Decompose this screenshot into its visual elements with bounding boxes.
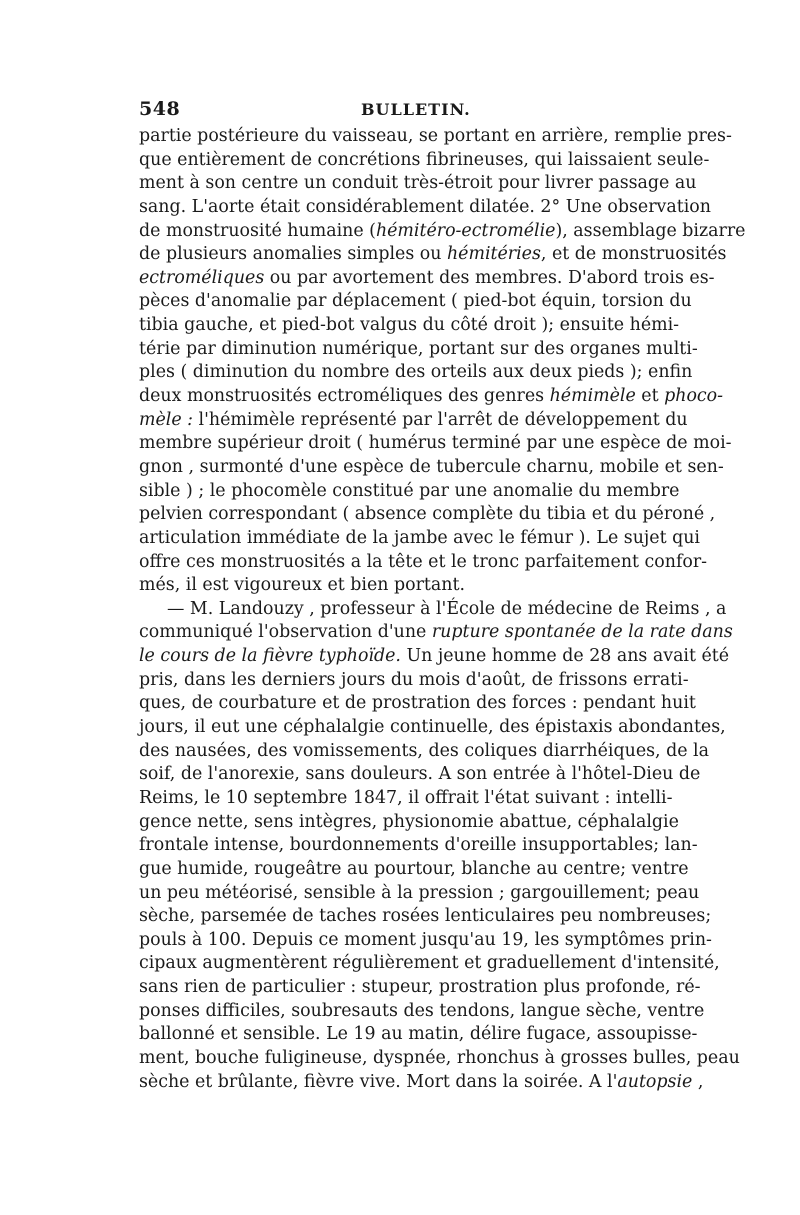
italic-run: hémimèle [549, 386, 636, 407]
text-run: ponses difficiles, soubresauts des tendons, langue sèche, ventre [139, 1000, 705, 1021]
text-line [139, 527, 700, 551]
text-line [139, 598, 727, 622]
text-run: et [635, 386, 665, 407]
text-line [139, 952, 720, 976]
text-run: membre supérieur droit ( humérus terminé par une espèce de moi- [139, 433, 732, 454]
text-line [139, 1071, 704, 1095]
italic-run: hémitéries [446, 244, 541, 265]
text-line [139, 385, 724, 409]
text-run: ques, de courbature et de prostration des forces : pendant huit [139, 693, 696, 714]
text-run: , [692, 1071, 704, 1092]
text-run: ou par avortement des membres. D'abord trois es- [264, 267, 715, 288]
text-line [139, 267, 715, 291]
text-run: l'hémimèle représenté par l'arrêt de développement du [193, 409, 688, 430]
page-header [139, 98, 670, 122]
italic-run: ectroméliques [139, 267, 265, 288]
italic-run: phoco- [664, 386, 724, 407]
text-run: pouls à 100. Depuis ce moment jusqu'au 19, les symptômes prin- [139, 929, 712, 950]
text-run: partie postérieure du vaisseau, se portant en arrière, remplie pres- [139, 126, 732, 146]
text-run: deux monstruosités ectroméliques des genres [139, 386, 550, 407]
text-line [139, 149, 710, 173]
text-run: offre ces monstruosités a la tête et le tronc parfaitement confor- [139, 551, 708, 572]
text-line [139, 740, 709, 764]
italic-run: mèle : [139, 409, 194, 430]
text-line [139, 692, 696, 716]
italic-run: autopsie [617, 1071, 693, 1092]
text-run: ), assemblage bizarre [555, 220, 746, 241]
text-run: articulation immédiate de la jambe avec le fémur ). Le sujet qui [139, 527, 700, 548]
text-run: ples ( diminution du nombre des orteils aux deux pieds ); enfin [139, 362, 693, 383]
text-line [139, 716, 726, 740]
text-run: un peu météorisé, sensible à la pression ; gargouillement; peau [139, 882, 700, 903]
text-run: que entièrement de concrétions fibrineuses, qui laissaient seule- [139, 149, 710, 170]
text-line [139, 503, 716, 527]
text-run: sible ) ; le phocomèle constitué par une anomalie du membre [139, 480, 680, 501]
text-run: pelvien correspondant ( absence complète du tibia et du péroné , [139, 504, 716, 525]
text-run: frontale intense, bourdonnements d'oreille insupportables; lan- [139, 835, 698, 856]
text-line [139, 314, 680, 338]
text-line [139, 361, 693, 385]
text-run: sans rien de particulier : stupeur, prostration plus profonde, ré- [139, 977, 701, 998]
text-run: Reims, le 10 septembre 1847, il offrait l'état suivant : intelli- [139, 787, 673, 808]
text-line [139, 905, 712, 929]
text-line [139, 574, 670, 598]
text-line [139, 858, 689, 882]
text-run: térie par diminution numérique, portant sur des organes multi- [139, 338, 698, 359]
text-run: més, il est vigoureux et bien portant. [139, 575, 465, 596]
text-line [139, 125, 732, 149]
text-run: de monstruosité humaine ( [139, 220, 376, 241]
text-line [139, 1000, 705, 1024]
text-line [139, 338, 698, 362]
text-line [139, 834, 698, 858]
text-run: sang. L'aorte était considérablement dilatée. 2° Une observation [139, 196, 711, 217]
text-line [139, 196, 711, 220]
text-run: tibia gauche, et pied-bot valgus du côté droit ); ensuite hémi- [139, 315, 680, 336]
text-run: — M. Landouzy , professeur à l'École de médecine de Reims , a [167, 598, 727, 619]
text-run: ballonné et sensible. Le 19 au matin, délire fugace, assoupisse- [139, 1024, 698, 1045]
text-run: jours, il eut une céphalalgie continuelle, des épistaxis abondantes, [139, 717, 726, 738]
italic-run: le cours de la fièvre typhoïde. [139, 646, 401, 667]
text-run: ment, bouche fuligineuse, dyspnée, rhonchus à grosses bulles, peau [139, 1047, 740, 1068]
text-run: pèces d'anomalie par déplacement ( pied-bot équin, torsion du [139, 291, 692, 312]
text-run: soif, de l'anorexie, sans douleurs. A son entrée à l'hôtel-Dieu de [139, 764, 701, 785]
text-line [139, 763, 701, 787]
text-run: cipaux augmentèrent régulièrement et graduellement d'intensité, [139, 953, 720, 974]
text-line [139, 1023, 698, 1047]
text-line [139, 456, 724, 480]
text-run: ment à son centre un conduit très-étroit pour livrer passage au [139, 173, 697, 194]
text-line [139, 669, 689, 693]
page-number: 548 [139, 98, 181, 120]
text-run: , et de monstruosités [540, 244, 727, 265]
text-run: sèche, parsemée de taches rosées lenticulaires peu nombreuses; [139, 906, 712, 927]
text-run: gnon , surmonté d'une espèce de tubercule charnu, mobile et sen- [139, 456, 724, 477]
text-line [139, 882, 700, 906]
text-line [139, 621, 733, 645]
text-line [139, 811, 679, 835]
text-run: sèche et brûlante, fièvre vive. Mort dans la soirée. A l' [139, 1071, 618, 1092]
text-line [139, 1047, 740, 1071]
text-line [139, 220, 746, 244]
italic-run: hémitéro-ectromélie [375, 220, 556, 241]
italic-run: rupture spontanée de la rate dans [431, 622, 733, 643]
text-line [139, 409, 688, 433]
text-line [139, 480, 680, 504]
text-run: pris, dans les derniers jours du mois d'août, de frissons errati- [139, 669, 689, 690]
text-line [139, 787, 673, 811]
text-line [139, 551, 708, 575]
text-run: communiqué l'observation d'une [139, 622, 432, 643]
text-line [139, 432, 732, 456]
text-line [139, 976, 701, 1000]
text-run: gence nette, sens intègres, physionomie abattue, céphalalgie [139, 811, 679, 832]
text-run: Un jeune homme de 28 ans avait été [400, 646, 730, 667]
text-line [139, 172, 697, 196]
text-line [139, 645, 730, 669]
text-line [139, 243, 727, 267]
text-body [139, 125, 746, 1094]
text-line [139, 290, 692, 314]
text-run: gue humide, rougeâtre au pourtour, blanche au centre; ventre [139, 858, 689, 879]
text-line [139, 929, 712, 953]
text-run: de plusieurs anomalies simples ou [139, 244, 447, 265]
text-run: des nausées, des vomissements, des coliques diarrhéiques, de la [139, 740, 709, 761]
running-title: BULLETIN. [361, 100, 471, 119]
